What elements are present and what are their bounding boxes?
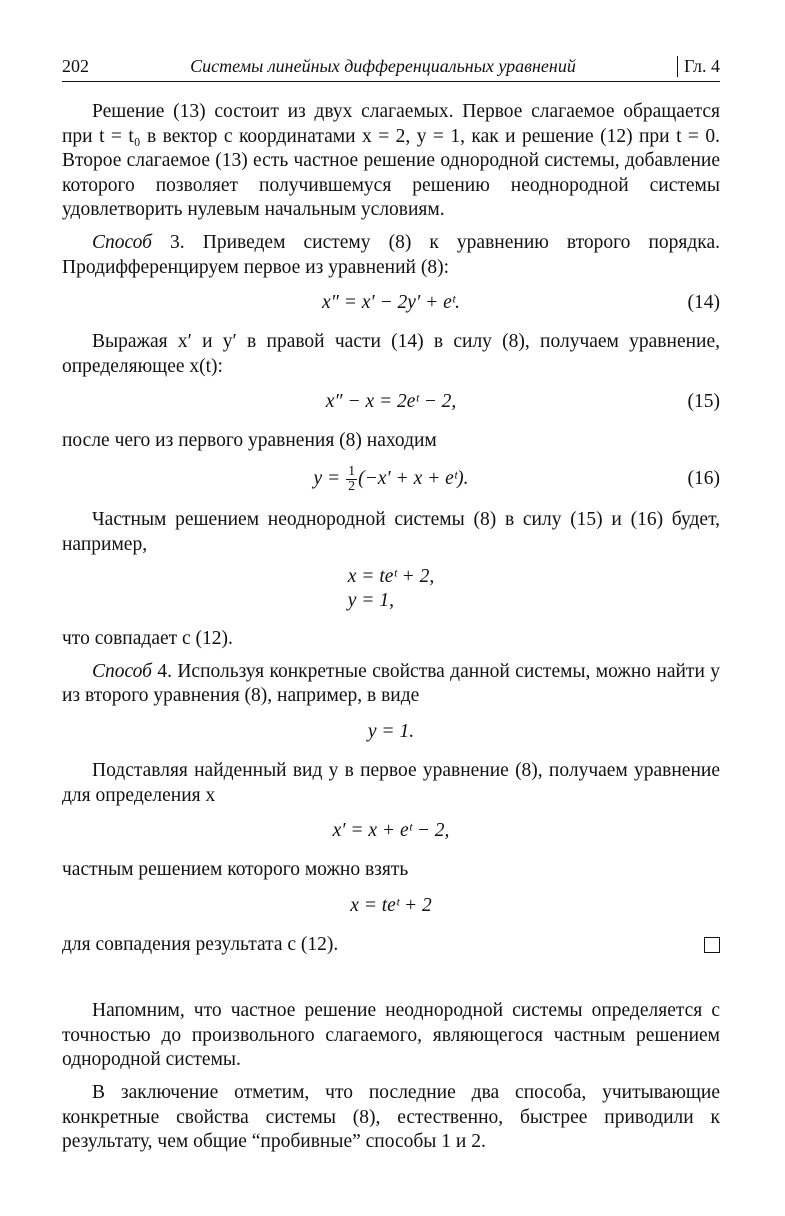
running-title: Системы линейных дифференциальных уравнений [190, 56, 576, 76]
paragraph-method-3 [62, 231, 720, 280]
running-header [62, 56, 720, 82]
equation-16-number: (16) [687, 467, 720, 489]
qed-square-icon [704, 937, 720, 953]
page-number: 202 [62, 56, 89, 76]
equation-16-lhs: y = [313, 467, 346, 489]
method-label: Способ [92, 231, 152, 253]
equation-x-prime-body: x′ = x + eᵗ − 2, [332, 820, 450, 842]
solution-system [62, 565, 720, 615]
paragraph-6: что совпадает с (12). [62, 628, 233, 650]
equation-x-prime [62, 816, 720, 846]
system-line-1: x = teᵗ + 2, [347, 566, 435, 588]
equation-y-equals-1 [62, 717, 720, 747]
paragraph-method-4 [62, 660, 720, 709]
paragraph-4: после чего из первого уравнения (8) находим [62, 430, 437, 452]
equation-15-body: x″ − x = 2eᵗ − 2, [325, 391, 457, 413]
proof-end-line [62, 933, 720, 958]
equation-y-body: y = 1. [367, 720, 415, 742]
equation-x-solution [62, 891, 720, 921]
paragraph-10: для совпадения результата с (12). [62, 933, 339, 955]
method-label: Способ [92, 660, 152, 682]
equation-14-number: (14) [687, 292, 720, 314]
paragraph-12: В заключение отметим, что последние два способа, учитывающие конкретные свойства системы (8), естественно, быстрее приводили к результату, чем общие “пробивные” способы 1 и 2. [62, 1082, 720, 1153]
fraction [346, 465, 357, 494]
page-body [62, 100, 720, 1155]
equation-16-rhs: (−x′ + x + eᵗ). [358, 467, 469, 489]
system-lines [348, 565, 434, 613]
method-3-text: 3. Приведем систему (8) к уравнению второго порядка. Продифференцируем первое из уравнений (8): [62, 231, 720, 278]
paragraph-1: Решение (13) состоит из двух слагаемых. Первое слагаемое обращается при t = t₀ в вектор с координатами x = 2, y = 1, как и решение (12) при t = 0. Второе слагаемое (13) есть частное решение однородной системы, добавление которого позволяет получившемуся решению неоднородной системы удовлетворить нулевым начальным условиям. [62, 101, 720, 221]
equation-14 [62, 288, 720, 318]
equation-16 [62, 462, 720, 496]
chapter-label: Гл. 4 [677, 56, 720, 77]
paragraph-9: частным решением которого можно взять [62, 859, 409, 881]
book-page [62, 56, 720, 1163]
paragraph-8: Подставляя найденный вид y в первое уравнение (8), получаем уравнение для определения x [62, 759, 720, 806]
equation-15 [62, 387, 720, 417]
fraction-denominator: 2 [348, 478, 356, 494]
paragraph-3: Выражая x′ и y′ в правой части (14) в силу (8), получаем уравнение, определяющее x(t): [62, 331, 720, 377]
method-4-text: 4. Используя конкретные свойства данной системы, можно найти y из второго уравнения (8), например, в виде [62, 660, 720, 707]
equation-x-solution-body: x = teᵗ + 2 [350, 894, 432, 916]
section-gap [62, 957, 720, 999]
fraction-numerator: 1 [348, 463, 356, 479]
equation-14-body: x″ = x′ − 2y′ + eᵗ. [322, 292, 460, 314]
paragraph-11: Напомним, что частное решение неоднородной системы определяется с точностью до произвольного слагаемого, являющегося частным решением однородной системы. [62, 1000, 720, 1071]
system-line-2: y = 1, [347, 590, 394, 612]
equation-15-number: (15) [687, 391, 720, 413]
paragraph-5: Частным решением неоднородной системы (8) в силу (15) и (16) будет, например, [62, 508, 720, 555]
